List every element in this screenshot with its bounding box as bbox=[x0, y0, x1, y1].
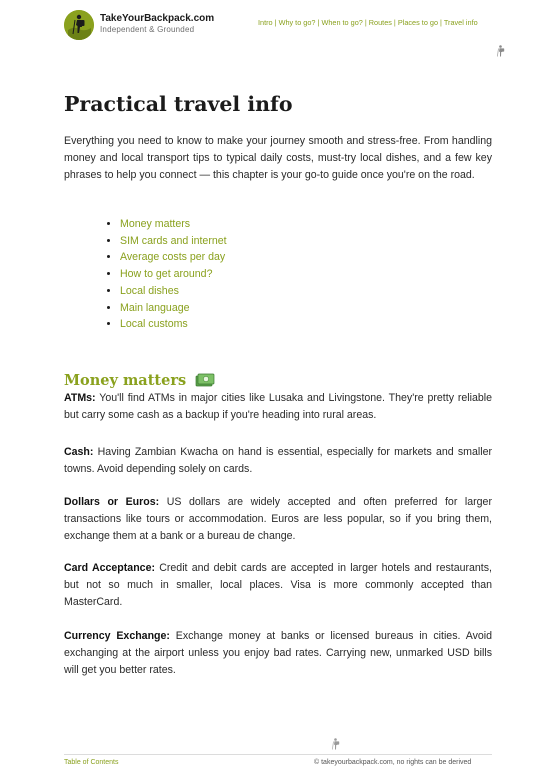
term-dollars: Dollars or Euros: bbox=[64, 496, 160, 508]
money-icon bbox=[195, 373, 215, 387]
money-paragraph-dollars bbox=[64, 494, 492, 545]
nav-link-why-to-go[interactable]: Why to go? bbox=[278, 18, 316, 27]
money-paragraph-exchange bbox=[64, 628, 492, 679]
nav-separator: | bbox=[391, 18, 398, 27]
nav-link-intro[interactable]: Intro bbox=[258, 18, 273, 27]
nav-separator: | bbox=[272, 18, 279, 27]
hiker-icon bbox=[331, 738, 341, 750]
toc-link-average-costs[interactable]: • Average costs per day bbox=[120, 249, 227, 266]
footer-copyright: © takeyourbackpack.com, no rights can be derived bbox=[314, 759, 472, 766]
term-exchange: Currency Exchange: bbox=[64, 630, 170, 642]
text-cards: Credit and debit cards are accepted in larger hotels and restaurants, but not so much in smaller, local places. Visa is more commonly accepted than MasterCard. bbox=[64, 562, 492, 608]
term-cards: Card Acceptance: bbox=[64, 562, 155, 574]
nav-link-routes[interactable]: Routes bbox=[368, 18, 392, 27]
text-atms: You'll find ATMs in major cities like Lusaka and Livingstone. They're pretty reliable but carry some cash as a backup if you're heading into rural areas. bbox=[64, 392, 492, 421]
money-paragraph-cards bbox=[64, 560, 492, 611]
brand-name[interactable]: TakeYourBackpack.com bbox=[100, 13, 215, 24]
text-exchange: Exchange money at banks or licensed bureaus in cities. Avoid exchanging at the airport unless you enjoy bad rates. Carrying new, unmarked USD bills will get you better rates. bbox=[64, 630, 492, 676]
brand-tagline: Independent & Grounded bbox=[100, 25, 195, 34]
footer-divider bbox=[64, 754, 492, 755]
chapter-contents-list bbox=[106, 216, 227, 333]
nav-separator: | bbox=[438, 18, 444, 27]
toc-link-local-dishes[interactable]: • Local dishes bbox=[120, 283, 227, 300]
backpacker-logo-icon[interactable] bbox=[64, 10, 94, 40]
toc-link-main-language[interactable]: • Main language bbox=[120, 300, 227, 317]
toc-link-get-around[interactable]: • How to get around? bbox=[120, 266, 227, 283]
term-atms: ATMs: bbox=[64, 392, 96, 404]
nav-separator: | bbox=[362, 18, 369, 27]
toc-link-money-matters[interactable]: • Money matters bbox=[120, 216, 227, 233]
nav-link-places-to-go[interactable]: Places to go bbox=[397, 18, 439, 27]
toc-link-sim-cards[interactable]: • SIM cards and internet bbox=[120, 233, 227, 250]
toc-link-local-customs[interactable]: • Local customs bbox=[120, 316, 227, 333]
nav-separator: | bbox=[315, 18, 322, 27]
money-matters-heading-text: Money matters bbox=[64, 372, 187, 389]
page-header bbox=[0, 0, 550, 56]
money-paragraph-cash bbox=[64, 444, 492, 478]
table-of-contents-link[interactable]: Table of Contents bbox=[64, 759, 119, 766]
text-dollars: US dollars are widely accepted and often preferred for larger transactions like tours or accommodation. Euros are less popular, so if you bring them, exchange them at a bank or a bureau de change. bbox=[64, 496, 492, 542]
hiker-icon bbox=[496, 45, 506, 57]
text-cash: Having Zambian Kwacha on hand is essential, especially for markets and smaller towns. Avoid depending solely on cards. bbox=[64, 446, 492, 475]
nav-link-travel-info[interactable]: Travel info bbox=[443, 18, 478, 27]
money-matters-heading bbox=[64, 372, 215, 389]
intro-paragraph: Everything you need to know to make your journey smooth and stress-free. From handling money and local transport tips to typical daily costs, must-try local dishes, and a few key phrases to help you connect — this chapter is your go-to guide once you're on the road. bbox=[64, 135, 492, 181]
money-paragraph-atms bbox=[64, 390, 492, 424]
term-cash: Cash: bbox=[64, 446, 94, 458]
top-navigation bbox=[258, 18, 478, 27]
page-title: Practical travel info bbox=[64, 92, 293, 116]
nav-link-when-to-go[interactable]: When to go? bbox=[321, 18, 363, 27]
